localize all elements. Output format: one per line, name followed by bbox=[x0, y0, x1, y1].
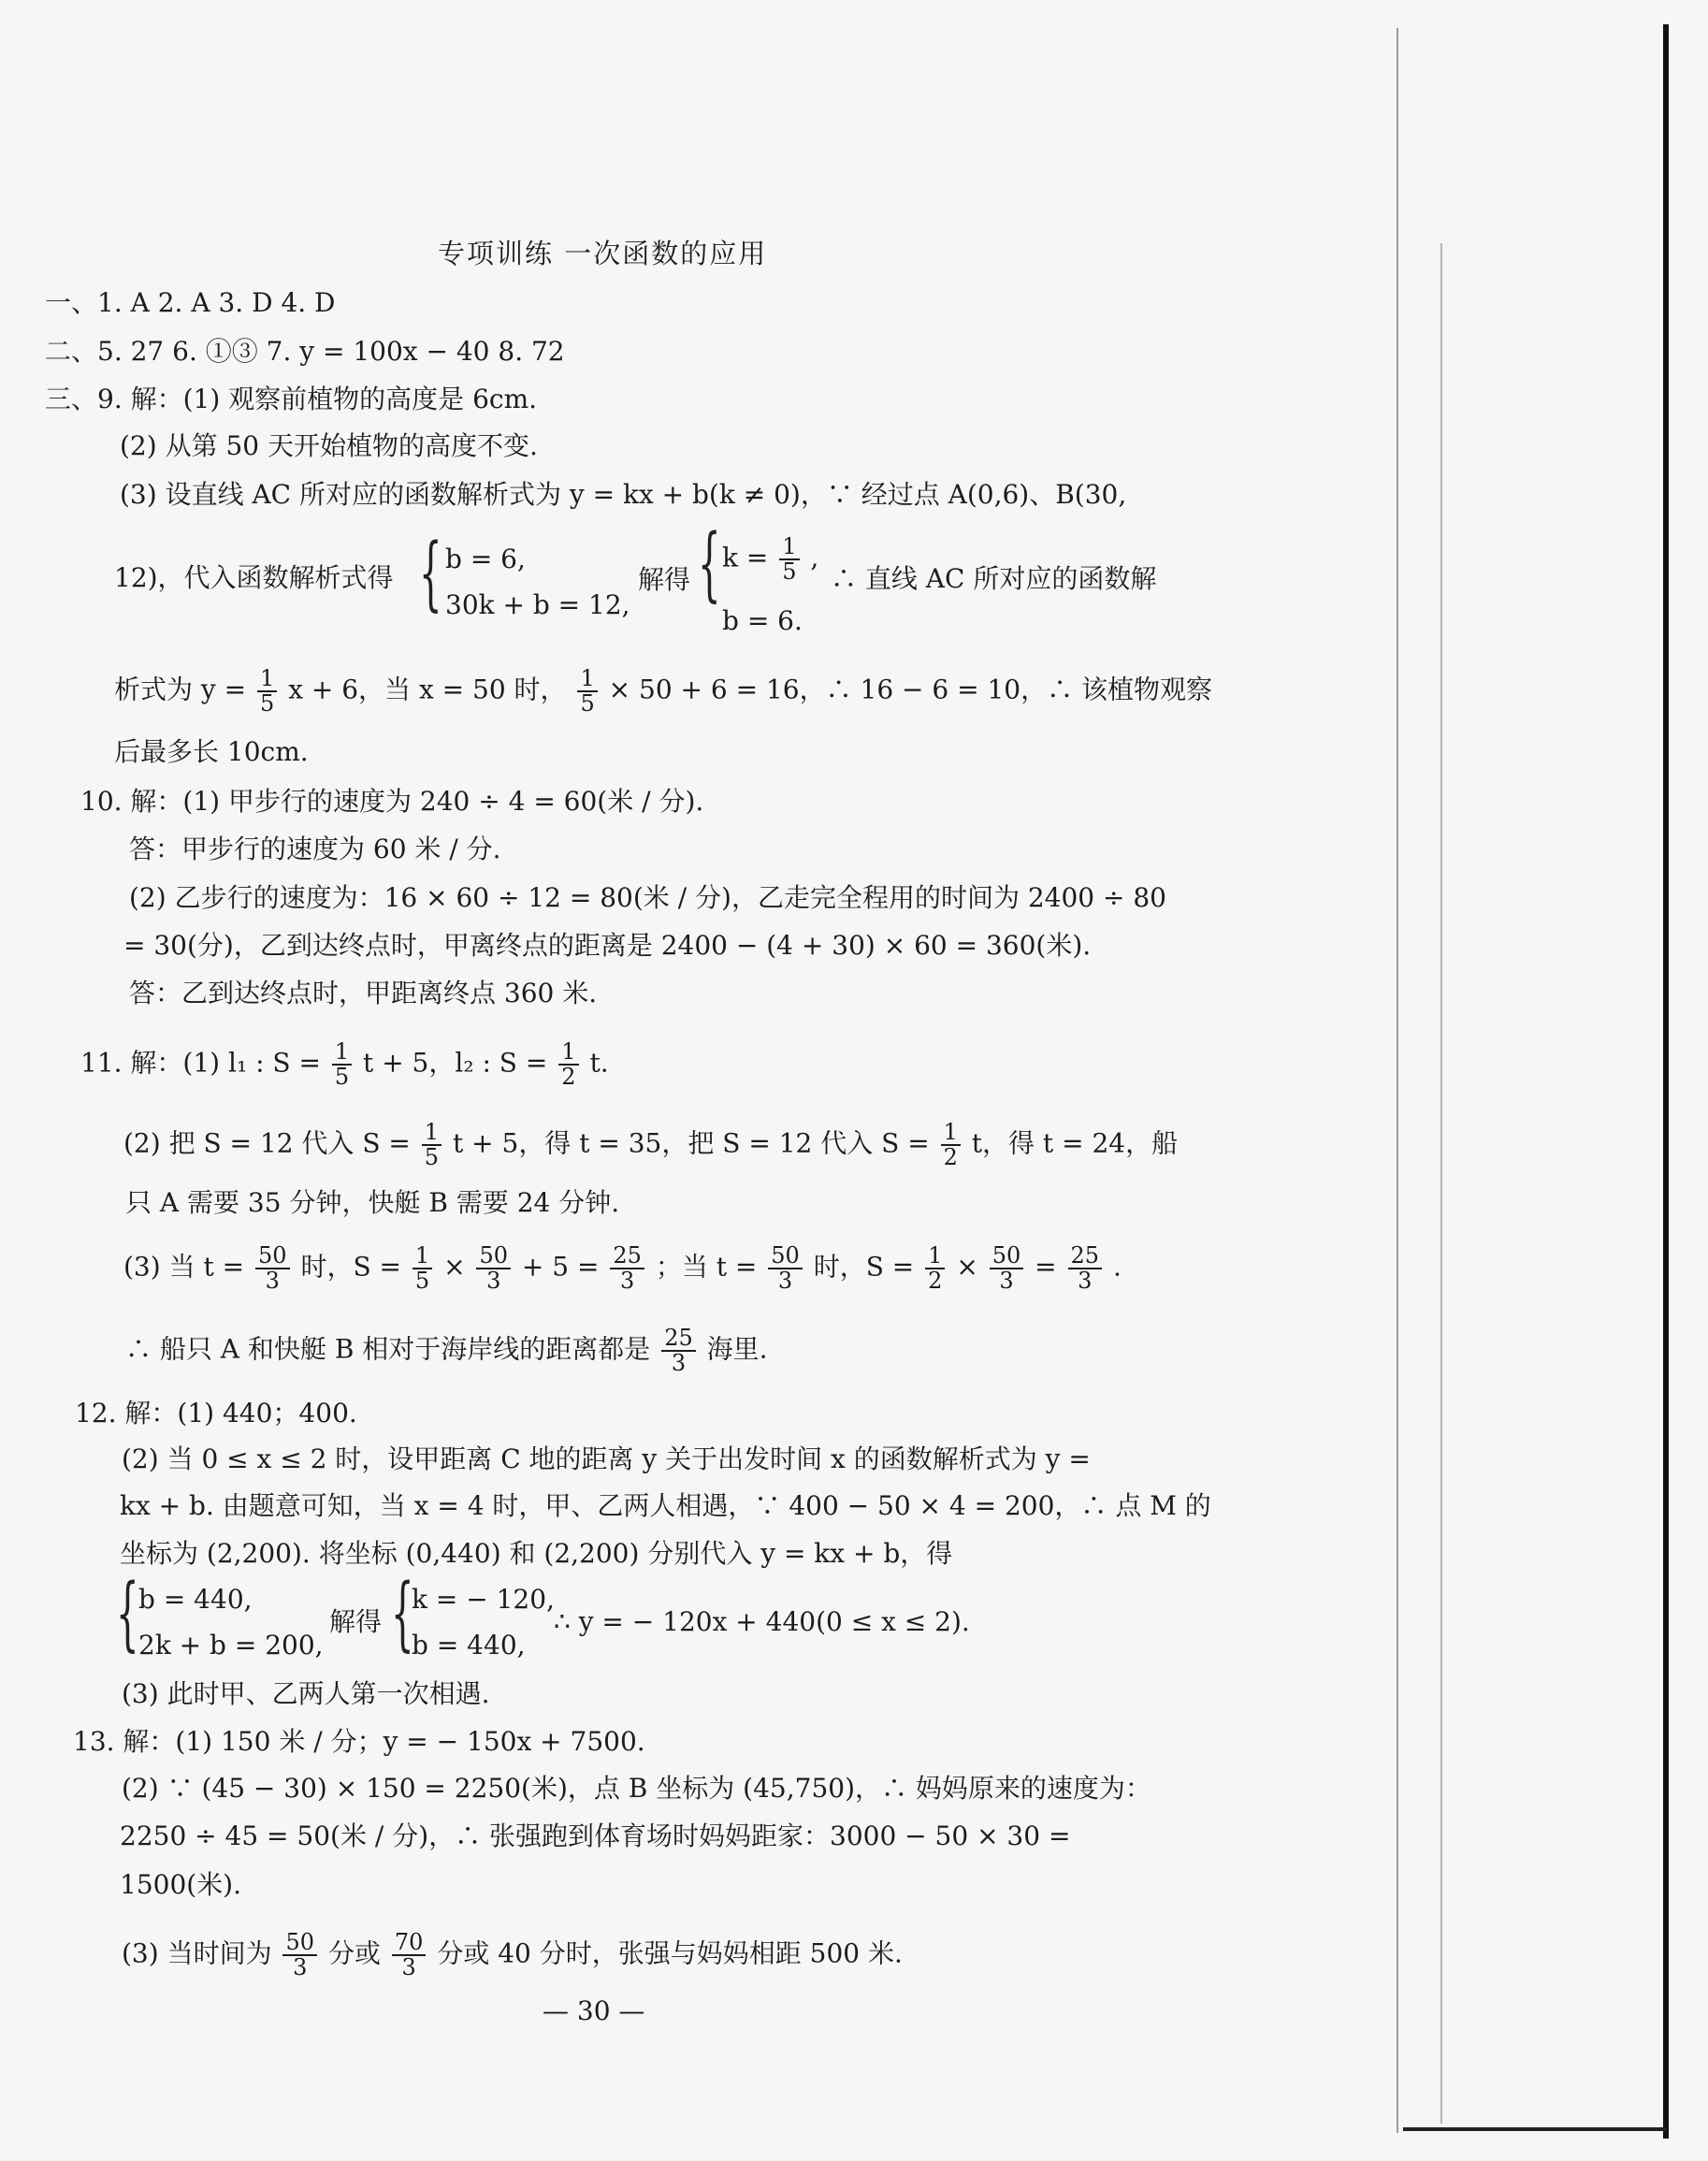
fraction: $\frac{50}{3}$ bbox=[990, 1244, 1024, 1293]
q10-line-2: 答：甲步行的速度为 60 米 / 分. bbox=[129, 834, 501, 864]
fraction: $\frac{1}{5}$ bbox=[779, 535, 799, 584]
q12-line-3: kx + b. 由题意可知，当 x = 4 时，甲、乙两人相遇，∵ 400 − 50 × 4 = 200，∴ 点 M 的 bbox=[120, 1490, 1211, 1521]
q12-line-6: (3) 此时甲、乙两人第一次相遇. bbox=[122, 1678, 490, 1709]
q11-line-5: ∴ 船只 A 和快艇 B 相对于海岸线的距离都是 $\frac{25}{3}$ 海里. bbox=[125, 1325, 768, 1377]
fraction: $\frac{1}{5}$ bbox=[413, 1244, 432, 1293]
section-2-answers: 二、5. 27 6. ①③ 7. y = 100x − 40 8. 72 bbox=[45, 336, 565, 367]
fraction: $\frac{25}{3}$ bbox=[610, 1244, 644, 1293]
section-1-answers: 一、1. A 2. A 3. D 4. D bbox=[45, 287, 336, 318]
page-title: 专项训练 一次函数的应用 bbox=[438, 238, 768, 269]
q13-line-2: (2) ∵ (45 − 30) × 150 = 2250(米)，点 B 坐标为 (45,750)，∴ 妈妈原来的速度为： bbox=[122, 1773, 1151, 1804]
q11-line-3: 只 A 需要 35 分钟，快艇 B 需要 24 分钟. bbox=[125, 1187, 620, 1218]
q11-line-2: (2) 把 S = 12 代入 S = $\frac{1}{5}$ t + 5，得 t = 35，把 S = 12 代入 S = $\frac{1}{2}$ t，得 t = 24，船 bbox=[123, 1119, 1179, 1171]
q11-line-4: (3) 当 t = $\frac{50}{3}$ 时，S = $\frac{1}{5}$ × $\frac{50}{3}$ + 5 = $\frac{25}{3}$ ；当 t = $\frac{50}{3}$ 时，S = $\frac{1}{2}$ × $\frac{50}{3}$ = $\frac{25}{3}$ . bbox=[123, 1242, 1122, 1295]
q12-system-2-eq-1: k = − 120, bbox=[412, 1584, 555, 1615]
q9-line-6: 后最多长 10cm. bbox=[114, 736, 309, 767]
q9-system-2-eq-1: k = $\frac{1}{5}$ , bbox=[722, 533, 819, 586]
q12-solve-label: 解得 bbox=[329, 1606, 383, 1637]
fraction: $\frac{50}{3}$ bbox=[282, 1931, 317, 1980]
page-number: — 30 — bbox=[543, 1995, 645, 2026]
brace-q9-system-2: { bbox=[698, 517, 721, 611]
q9-line-4-prefix: 12)，代入函数解析式得 bbox=[114, 562, 394, 593]
brace-q9-system-1: { bbox=[419, 527, 442, 620]
q9-system-1-eq-2: 30k + b = 12, bbox=[445, 589, 630, 620]
q9-solve-label: 解得 bbox=[638, 564, 691, 595]
q13-line-1: 13. 解：(1) 150 米 / 分；y = − 150x + 7500. bbox=[73, 1726, 645, 1757]
q10-line-4: = 30(分)，乙到达终点时，甲离终点的距离是 2400 − (4 + 30) × 60 = 360(米). bbox=[123, 930, 1092, 961]
q12-line-4: 坐标为 (2,200). 将坐标 (0,440) 和 (2,200) 分别代入 y = kx + b，得 bbox=[120, 1538, 953, 1569]
fraction: $\frac{1}{5}$ bbox=[332, 1040, 352, 1089]
fraction: $\frac{50}{3}$ bbox=[476, 1244, 511, 1293]
page-bottom-shadow bbox=[1403, 2127, 1667, 2131]
q12-system-1-eq-1: b = 440, bbox=[138, 1584, 253, 1615]
q10-line-3: (2) 乙步行的速度为：16 × 60 ÷ 12 = 80(米 / 分)，乙走完全程用的时间为 2400 ÷ 80 bbox=[129, 882, 1166, 913]
q13-line-5: (3) 当时间为 $\frac{50}{3}$ 分或 $\frac{70}{3}$ 分或 40 分时，张强与妈妈相距 500 米. bbox=[122, 1929, 903, 1981]
q9-system-1-eq-1: b = 6, bbox=[445, 544, 526, 574]
q9-line-4-suffix: ∴ 直线 AC 所对应的函数解 bbox=[831, 563, 1157, 594]
brace-q12-system-2: { bbox=[391, 1567, 414, 1661]
fraction: $\frac{1}{5}$ bbox=[257, 667, 277, 716]
page-fold-line-inner bbox=[1440, 243, 1442, 2124]
fraction: $\frac{1}{2}$ bbox=[558, 1040, 578, 1089]
fraction: $\frac{50}{3}$ bbox=[255, 1244, 290, 1293]
q9-system-2-eq-2: b = 6. bbox=[722, 605, 803, 636]
q13-line-3: 2250 ÷ 45 = 50(米 / 分)，∴ 张强跑到体育场时妈妈距家：3000 − 50 × 30 = bbox=[120, 1820, 1071, 1851]
q12-line-2: (2) 当 0 ≤ x ≤ 2 时，设甲距离 C 地的距离 y 关于出发时间 x 的函数解析式为 y = bbox=[122, 1443, 1091, 1474]
q9-line-1: 三、9. 解：(1) 观察前植物的高度是 6cm. bbox=[45, 384, 538, 414]
fraction: $\frac{70}{3}$ bbox=[392, 1931, 427, 1980]
fraction: $\frac{25}{3}$ bbox=[661, 1327, 696, 1375]
q10-line-5: 答：乙到达终点时，甲距离终点 360 米. bbox=[129, 978, 598, 1008]
q10-line-1: 10. 解：(1) 甲步行的速度为 240 ÷ 4 = 60(米 / 分). bbox=[80, 786, 704, 817]
q12-system-2-eq-2: b = 440, bbox=[412, 1630, 526, 1661]
fraction: $\frac{1}{5}$ bbox=[577, 667, 597, 716]
fraction: $\frac{1}{5}$ bbox=[422, 1121, 441, 1169]
q9-line-5: 析式为 y = $\frac{1}{5}$ x + 6，当 x = 50 时， $\frac{1}{5}$ × 50 + 6 = 16，∴ 16 − 6 = 10，∴ 该植物观察 bbox=[114, 665, 1212, 718]
q11-line-1: 11. 解：(1) l₁ : S = $\frac{1}{5}$ t + 5，l₂ : S = $\frac{1}{2}$ t. bbox=[80, 1038, 609, 1091]
q13-line-4: 1500(米). bbox=[120, 1869, 242, 1900]
q9-line-3: (3) 设直线 AC 所对应的函数解析式为 y = kx + b(k ≠ 0)，∵ 经过点 A(0,6)、B(30, bbox=[120, 479, 1127, 510]
fraction: $\frac{25}{3}$ bbox=[1068, 1244, 1103, 1293]
page-edge-shadow bbox=[1663, 24, 1669, 2139]
q12-result: ∴ y = − 120x + 440(0 ≤ x ≤ 2). bbox=[554, 1606, 970, 1637]
fraction: $\frac{1}{2}$ bbox=[941, 1121, 961, 1169]
q9-line-2: (2) 从第 50 天开始植物的高度不变. bbox=[120, 430, 538, 461]
page-fold-line bbox=[1397, 28, 1398, 2133]
q12-line-1: 12. 解：(1) 440；400. bbox=[75, 1398, 357, 1429]
fraction: $\frac{1}{2}$ bbox=[925, 1244, 945, 1293]
brace-q12-system-1: { bbox=[116, 1567, 139, 1661]
q12-system-1-eq-2: 2k + b = 200, bbox=[138, 1630, 324, 1661]
fraction: $\frac{50}{3}$ bbox=[768, 1244, 803, 1293]
